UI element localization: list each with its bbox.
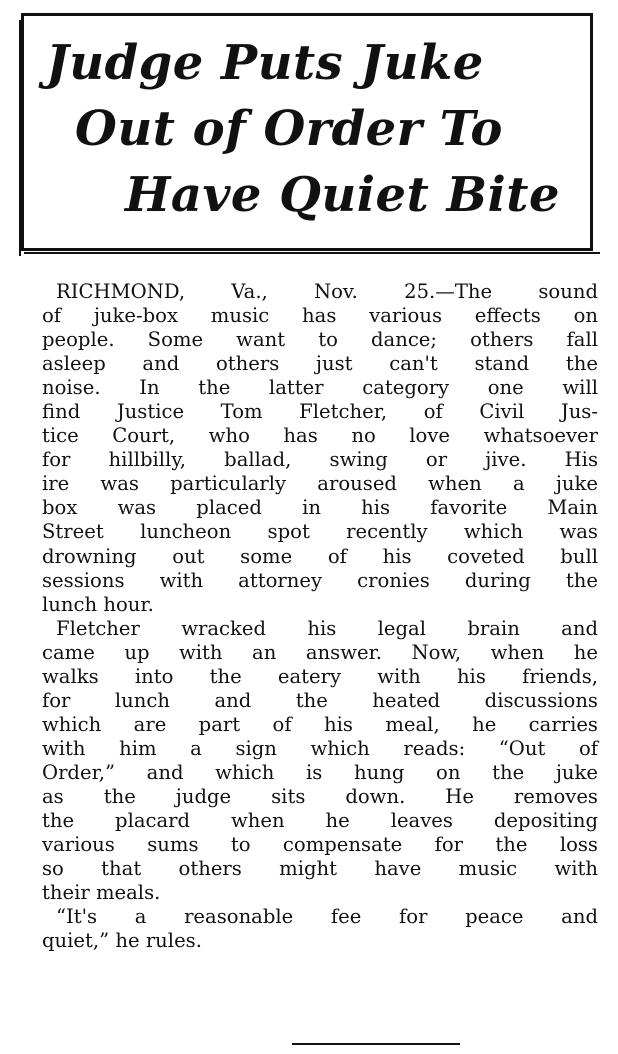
article-line: RICHMOND, Va., Nov. 25.—The sound	[56, 280, 598, 303]
article-line: Fletcher wracked his legal brain and	[56, 616, 598, 640]
article-line: as the judge sits down. He removes	[42, 784, 598, 808]
article-line: which are part of his meal, he carries	[42, 712, 598, 736]
article-line: the placard when he leaves depositing	[42, 809, 598, 833]
article-line: Street luncheon spot recently which was	[42, 520, 598, 544]
headline-box	[21, 13, 593, 251]
headline	[24, 30, 590, 228]
headline-line: Out of Order To	[75, 101, 503, 157]
article-line: find Justice Tom Fletcher, of Civil Jus-	[42, 400, 598, 424]
article-line: various sums to compensate for the loss	[42, 833, 598, 857]
article-line: of juke-box music has various effects on	[42, 304, 598, 328]
article-line: drowning out some of his coveted bull	[42, 544, 598, 568]
article-line: for hillbilly, ballad, swing or jive. His	[42, 448, 598, 472]
article-line: so that others might have music with	[42, 857, 598, 881]
article-line: lunch hour.	[42, 592, 154, 616]
end-rule	[292, 1043, 460, 1045]
headline-line: Have Quiet Bite	[125, 167, 560, 223]
headline-line: Judge Puts Juke	[46, 35, 484, 91]
article-line: their meals.	[42, 881, 161, 905]
article-line: people. Some want to dance; others fall	[42, 328, 598, 352]
article-line: came up with an answer. Now, when he	[42, 640, 598, 664]
article-paragraph	[42, 280, 598, 617]
article-line: walks into the eatery with his friends,	[42, 664, 598, 688]
article-line: box was placed in his favorite Main	[42, 496, 598, 520]
article-line: tice Court, who has no love whatsoever	[42, 424, 598, 448]
article-paragraph	[42, 617, 598, 906]
article-line: noise. In the latter category one will	[42, 376, 598, 400]
article-line: “It's a reasonable fee for peace and	[56, 905, 598, 929]
article-line: Order,” and which is hung on the juke	[42, 760, 598, 784]
article-line: sessions with attorney cronies during the	[42, 568, 598, 592]
article-body	[42, 280, 598, 953]
article-line: quiet,” he rules.	[42, 929, 202, 953]
article-line: ire was particularly aroused when a juke	[42, 472, 598, 496]
article-paragraph	[42, 905, 598, 953]
article-line: for lunch and the heated discussions	[42, 688, 598, 712]
article-line: with him a sign which reads: “Out of	[42, 736, 598, 760]
article-line: asleep and others just can't stand the	[42, 352, 598, 376]
